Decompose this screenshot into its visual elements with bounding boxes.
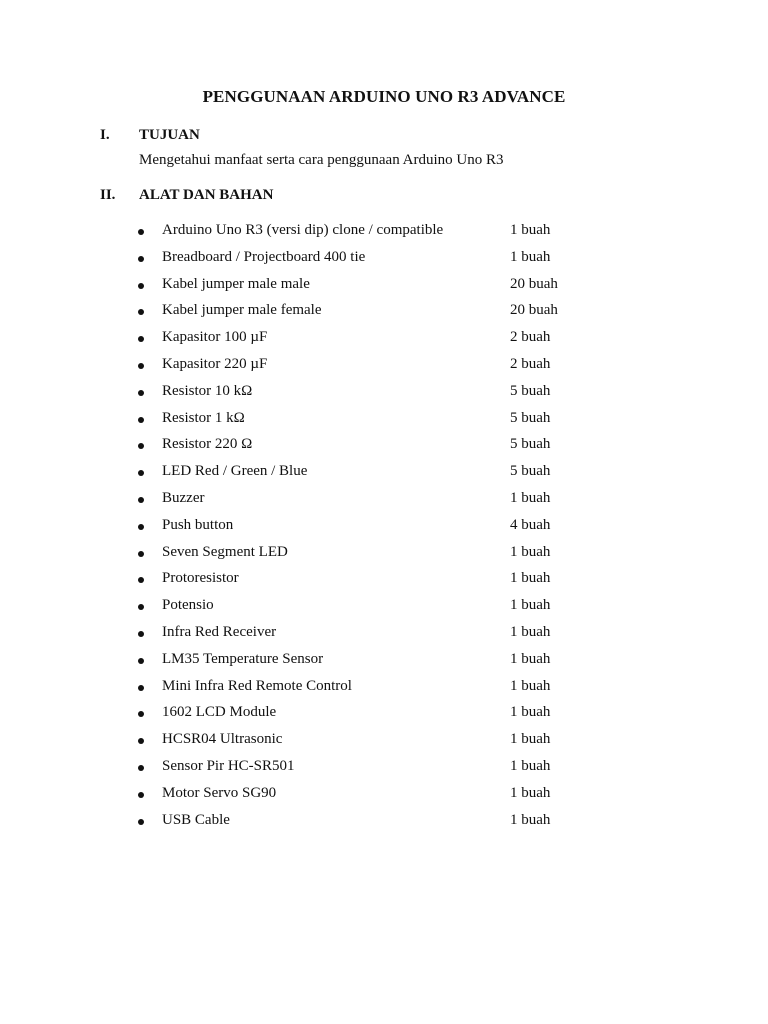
item-quantity: 5 buah	[510, 463, 551, 480]
item-quantity: 1 buah	[510, 731, 551, 748]
item-quantity: 1 buah	[510, 650, 551, 667]
item-name: Breadboard / Projectboard 400 tie	[162, 248, 366, 265]
item-name: Seven Segment LED	[162, 543, 288, 560]
item-name: Sensor Pir HC-SR501	[162, 757, 295, 774]
item-quantity: 5 buah	[510, 409, 551, 426]
bullet-icon	[138, 309, 144, 315]
item-name: Kapasitor 220 µF	[162, 355, 268, 372]
list-item	[0, 327, 768, 354]
list-item	[0, 381, 768, 408]
section-2-heading: ALAT DAN BAHAN	[139, 187, 274, 203]
list-item	[0, 783, 768, 810]
list-item	[0, 515, 768, 542]
item-quantity: 2 buah	[510, 329, 551, 346]
list-item	[0, 622, 768, 649]
bullet-icon	[138, 551, 144, 557]
bullet-icon	[138, 497, 144, 503]
bullet-icon	[138, 283, 144, 289]
bullet-icon	[138, 470, 144, 476]
list-item	[0, 354, 768, 381]
item-quantity: 5 buah	[510, 382, 551, 399]
item-name: Protoresistor	[162, 570, 239, 587]
item-name: LM35 Temperature Sensor	[162, 650, 324, 667]
item-quantity: 1 buah	[510, 677, 551, 694]
item-name: Resistor 10 kΩ	[162, 382, 253, 399]
item-quantity: 1 buah	[510, 570, 551, 587]
bullet-icon	[138, 417, 144, 423]
list-item	[0, 756, 768, 783]
section-1-number: I.	[100, 127, 110, 143]
item-name: HCSR04 Ultrasonic	[162, 731, 283, 748]
list-item	[0, 568, 768, 595]
bullet-icon	[138, 765, 144, 771]
list-item	[0, 247, 768, 274]
item-name: Resistor 220 Ω	[162, 436, 253, 453]
section-1-heading: TUJUAN	[139, 127, 200, 143]
bullet-icon	[138, 711, 144, 717]
item-name: Kabel jumper male male	[162, 275, 310, 292]
item-name: Mini Infra Red Remote Control	[162, 677, 352, 694]
section-2-number: II.	[100, 187, 116, 203]
list-item	[0, 274, 768, 301]
item-quantity: 1 buah	[510, 597, 551, 614]
section-1-text: Mengetahui manfaat serta cara penggunaan Arduino Uno R3	[139, 152, 504, 168]
bullet-icon	[138, 685, 144, 691]
list-item	[0, 595, 768, 622]
bullet-icon	[138, 604, 144, 610]
bullet-icon	[138, 390, 144, 396]
item-name: LED Red / Green / Blue	[162, 463, 308, 480]
item-name: Kabel jumper male female	[162, 302, 322, 319]
item-name: Motor Servo SG90	[162, 784, 277, 801]
item-quantity: 5 buah	[510, 436, 551, 453]
bullet-icon	[138, 792, 144, 798]
bullet-icon	[138, 443, 144, 449]
bullet-icon	[138, 363, 144, 369]
list-item	[0, 729, 768, 756]
list-item	[0, 434, 768, 461]
item-quantity: 1 buah	[510, 757, 551, 774]
item-name: Arduino Uno R3 (versi dip) clone / compatible	[162, 222, 444, 238]
item-quantity: 20 buah	[510, 302, 558, 319]
materials-list	[0, 220, 768, 836]
bullet-icon	[138, 819, 144, 825]
bullet-icon	[138, 256, 144, 262]
item-quantity: 1 buah	[510, 543, 551, 560]
bullet-icon	[138, 738, 144, 744]
list-item	[0, 702, 768, 729]
item-quantity: 1 buah	[510, 248, 551, 265]
item-name: 1602 LCD Module	[162, 704, 277, 721]
item-quantity: 2 buah	[510, 355, 551, 372]
item-quantity: 1 buah	[510, 784, 551, 801]
item-name: Push button	[162, 516, 234, 533]
item-name: Buzzer	[162, 489, 205, 506]
list-item	[0, 300, 768, 327]
item-name: Potensio	[162, 597, 214, 614]
item-name: Kapasitor 100 µF	[162, 329, 268, 346]
item-quantity: 1 buah	[510, 811, 551, 828]
item-quantity: 1 buah	[510, 623, 551, 640]
bullet-icon	[138, 336, 144, 342]
bullet-icon	[138, 631, 144, 637]
bullet-icon	[138, 658, 144, 664]
list-item	[0, 408, 768, 435]
item-name: Infra Red Receiver	[162, 623, 277, 640]
list-item	[0, 220, 768, 247]
bullet-icon	[138, 577, 144, 583]
item-quantity: 1 buah	[510, 704, 551, 721]
list-item	[0, 810, 768, 837]
item-name: Resistor 1 kΩ	[162, 409, 245, 426]
document-title: PENGGUNAAN ARDUINO UNO R3 ADVANCE	[202, 87, 566, 106]
bullet-icon	[138, 229, 144, 235]
item-quantity: 20 buah	[510, 275, 558, 292]
list-item	[0, 542, 768, 569]
item-quantity: 1 buah	[510, 222, 551, 238]
list-item	[0, 488, 768, 515]
list-item	[0, 676, 768, 703]
bullet-icon	[138, 524, 144, 530]
list-item	[0, 649, 768, 676]
item-quantity: 4 buah	[510, 516, 551, 533]
item-quantity: 1 buah	[510, 489, 551, 506]
item-name: USB Cable	[162, 811, 230, 828]
list-item	[0, 461, 768, 488]
